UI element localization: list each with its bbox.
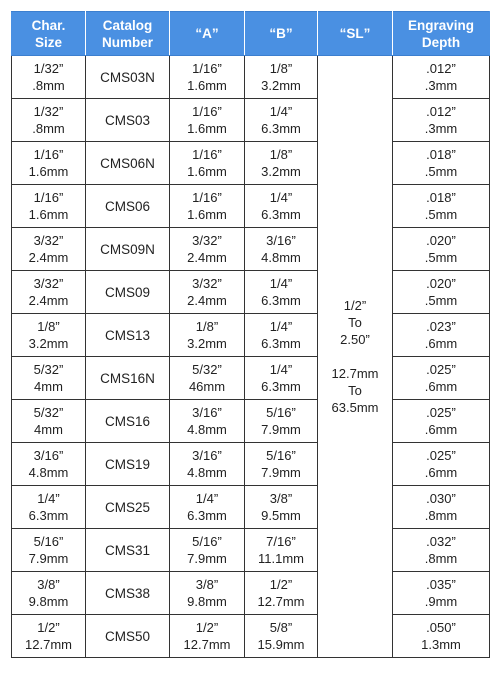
catalog-number-cell: CMS13 bbox=[86, 314, 170, 357]
header-catalog-number: Catalog Number bbox=[86, 12, 170, 56]
a-dimension-cell: 3/16” 4.8mm bbox=[170, 443, 245, 486]
table-row bbox=[12, 99, 490, 142]
char-size-cell: 5/32” 4mm bbox=[12, 400, 86, 443]
engraving-depth-cell: .018” .5mm bbox=[393, 185, 490, 228]
catalog-number-cell: CMS16N bbox=[86, 357, 170, 400]
catalog-number-cell: CMS03N bbox=[86, 56, 170, 99]
char-size-cell: 1/16” 1.6mm bbox=[12, 185, 86, 228]
b-dimension-cell: 1/4” 6.3mm bbox=[245, 357, 318, 400]
table-row bbox=[12, 615, 490, 658]
a-dimension-cell: 1/16” 1.6mm bbox=[170, 185, 245, 228]
spec-table bbox=[11, 11, 490, 658]
char-size-cell: 3/32” 2.4mm bbox=[12, 228, 86, 271]
char-size-cell: 3/32” 2.4mm bbox=[12, 271, 86, 314]
catalog-number-cell: CMS16 bbox=[86, 400, 170, 443]
a-dimension-cell: 3/16” 4.8mm bbox=[170, 400, 245, 443]
sl-metric-line: To bbox=[348, 383, 362, 398]
header-row bbox=[12, 12, 490, 56]
catalog-number-cell: CMS06N bbox=[86, 142, 170, 185]
b-dimension-cell: 5/8” 15.9mm bbox=[245, 615, 318, 658]
b-dimension-cell: 1/4” 6.3mm bbox=[245, 314, 318, 357]
engraving-depth-cell: .023” .6mm bbox=[393, 314, 490, 357]
spec-table-container bbox=[11, 11, 489, 658]
char-size-cell: 1/32” .8mm bbox=[12, 99, 86, 142]
sl-metric-line: 12.7mm bbox=[331, 366, 379, 381]
b-dimension-cell: 1/8” 3.2mm bbox=[245, 142, 318, 185]
table-row bbox=[12, 314, 490, 357]
char-size-cell: 1/32” .8mm bbox=[12, 56, 86, 99]
table-body bbox=[12, 56, 490, 658]
catalog-number-cell: CMS06 bbox=[86, 185, 170, 228]
table-row bbox=[12, 400, 490, 443]
a-dimension-cell: 1/16” 1.6mm bbox=[170, 56, 245, 99]
char-size-cell: 3/8” 9.8mm bbox=[12, 572, 86, 615]
a-dimension-cell: 3/32” 2.4mm bbox=[170, 271, 245, 314]
table-row bbox=[12, 271, 490, 314]
table-row bbox=[12, 228, 490, 271]
header-char-size: Char. Size bbox=[12, 12, 86, 56]
engraving-depth-cell: .050” 1.3mm bbox=[393, 615, 490, 658]
catalog-number-cell: CMS25 bbox=[86, 486, 170, 529]
engraving-depth-cell: .025” .6mm bbox=[393, 443, 490, 486]
a-dimension-cell: 3/32” 2.4mm bbox=[170, 228, 245, 271]
a-dimension-cell: 1/16” 1.6mm bbox=[170, 99, 245, 142]
b-dimension-cell: 1/4” 6.3mm bbox=[245, 271, 318, 314]
engraving-depth-cell: .018” .5mm bbox=[393, 142, 490, 185]
catalog-number-cell: CMS03 bbox=[86, 99, 170, 142]
header-a: “A” bbox=[170, 12, 245, 56]
char-size-cell: 3/16” 4.8mm bbox=[12, 443, 86, 486]
catalog-number-cell: CMS19 bbox=[86, 443, 170, 486]
header-sl: “SL” bbox=[318, 12, 393, 56]
table-row bbox=[12, 486, 490, 529]
header-engraving-depth: Engraving Depth bbox=[393, 12, 490, 56]
char-size-cell: 1/2” 12.7mm bbox=[12, 615, 86, 658]
engraving-depth-cell: .025” .6mm bbox=[393, 400, 490, 443]
sl-spacer bbox=[318, 348, 392, 365]
engraving-depth-cell: .025” .6mm bbox=[393, 357, 490, 400]
a-dimension-cell: 5/16” 7.9mm bbox=[170, 529, 245, 572]
b-dimension-cell: 5/16” 7.9mm bbox=[245, 443, 318, 486]
table-row bbox=[12, 142, 490, 185]
char-size-cell: 1/4” 6.3mm bbox=[12, 486, 86, 529]
catalog-number-cell: CMS38 bbox=[86, 572, 170, 615]
engraving-depth-cell: .012” .3mm bbox=[393, 56, 490, 99]
b-dimension-cell: 1/2” 12.7mm bbox=[245, 572, 318, 615]
table-row bbox=[12, 357, 490, 400]
a-dimension-cell: 5/32” 46mm bbox=[170, 357, 245, 400]
table-row bbox=[12, 56, 490, 99]
catalog-number-cell: CMS09 bbox=[86, 271, 170, 314]
char-size-cell: 5/16” 7.9mm bbox=[12, 529, 86, 572]
sl-range-cell bbox=[318, 56, 393, 658]
engraving-depth-cell: .035” .9mm bbox=[393, 572, 490, 615]
a-dimension-cell: 1/8” 3.2mm bbox=[170, 314, 245, 357]
table-row bbox=[12, 572, 490, 615]
engraving-depth-cell: .030” .8mm bbox=[393, 486, 490, 529]
header-b: “B” bbox=[245, 12, 318, 56]
char-size-cell: 1/16” 1.6mm bbox=[12, 142, 86, 185]
char-size-cell: 5/32” 4mm bbox=[12, 357, 86, 400]
table-row bbox=[12, 185, 490, 228]
engraving-depth-cell: .032” .8mm bbox=[393, 529, 490, 572]
a-dimension-cell: 1/16” 1.6mm bbox=[170, 142, 245, 185]
b-dimension-cell: 5/16” 7.9mm bbox=[245, 400, 318, 443]
sl-inch-line: 2.50” bbox=[340, 332, 370, 347]
engraving-depth-cell: .020” .5mm bbox=[393, 228, 490, 271]
sl-inch-line: To bbox=[348, 315, 362, 330]
a-dimension-cell: 1/4” 6.3mm bbox=[170, 486, 245, 529]
engraving-depth-cell: .020” .5mm bbox=[393, 271, 490, 314]
b-dimension-cell: 1/8” 3.2mm bbox=[245, 56, 318, 99]
table-row bbox=[12, 443, 490, 486]
b-dimension-cell: 7/16” 11.1mm bbox=[245, 529, 318, 572]
char-size-cell: 1/8” 3.2mm bbox=[12, 314, 86, 357]
engraving-depth-cell: .012” .3mm bbox=[393, 99, 490, 142]
a-dimension-cell: 1/2” 12.7mm bbox=[170, 615, 245, 658]
b-dimension-cell: 1/4” 6.3mm bbox=[245, 99, 318, 142]
sl-inch-line: 1/2” bbox=[343, 298, 367, 313]
table-row bbox=[12, 529, 490, 572]
a-dimension-cell: 3/8” 9.8mm bbox=[170, 572, 245, 615]
b-dimension-cell: 3/16” 4.8mm bbox=[245, 228, 318, 271]
catalog-number-cell: CMS31 bbox=[86, 529, 170, 572]
catalog-number-cell: CMS50 bbox=[86, 615, 170, 658]
catalog-number-cell: CMS09N bbox=[86, 228, 170, 271]
b-dimension-cell: 1/4” 6.3mm bbox=[245, 185, 318, 228]
sl-metric-line: 63.5mm bbox=[331, 400, 379, 415]
b-dimension-cell: 3/8” 9.5mm bbox=[245, 486, 318, 529]
